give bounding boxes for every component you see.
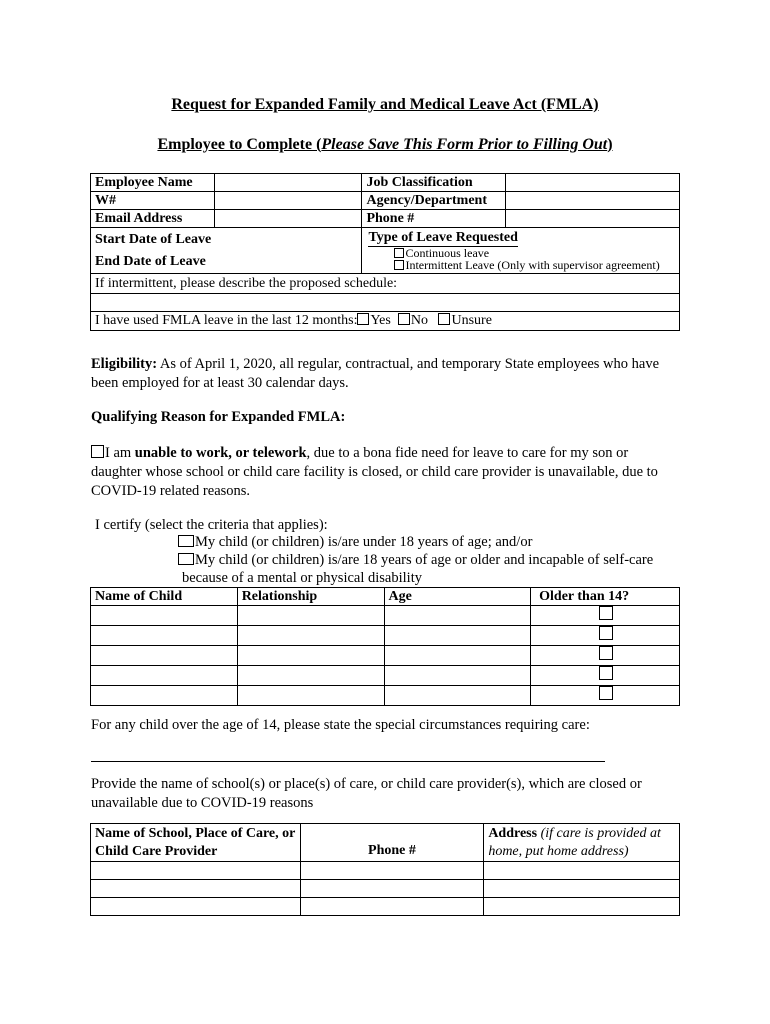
qualifying-text-pre: I am [105, 445, 135, 461]
employee-info-table [90, 173, 680, 331]
intermittent-describe-label: If intermittent, please describe the proposed schedule: [91, 274, 680, 294]
school-name-cell[interactable] [91, 880, 301, 898]
employee-name-field[interactable] [214, 174, 362, 192]
subtitle-suffix: ) [607, 136, 613, 153]
leave-type-cell [362, 228, 680, 274]
table-row [91, 606, 680, 626]
child-older-cell [531, 646, 680, 666]
child-header-older-than-14: Older than 14? [531, 588, 680, 606]
school-header-address-bold: Address [488, 825, 538, 841]
older-than-14-checkbox[interactable] [599, 686, 613, 700]
child-header-age: Age [384, 588, 531, 606]
child-name-cell[interactable] [91, 666, 238, 686]
start-date-label: Start Date of Leave [95, 232, 212, 247]
older-than-14-checkbox[interactable] [599, 606, 613, 620]
child-older-cell [531, 666, 680, 686]
child-relationship-cell[interactable] [237, 646, 384, 666]
criteria-over-18-checkbox[interactable] [178, 553, 194, 565]
child-age-cell[interactable] [384, 626, 531, 646]
eligibility-paragraph [91, 355, 681, 393]
fmla-unsure-checkbox[interactable] [438, 313, 450, 325]
criteria-over-18[interactable] [178, 551, 653, 570]
child-relationship-cell[interactable] [237, 686, 384, 706]
school-header-phone: Phone # [300, 824, 484, 862]
child-name-cell[interactable] [91, 646, 238, 666]
child-table-header [91, 588, 680, 606]
fmla-no-checkbox[interactable] [398, 313, 410, 325]
child-age-cell[interactable] [384, 606, 531, 626]
intermittent-leave-option[interactable] [394, 259, 679, 271]
child-age-cell[interactable] [384, 646, 531, 666]
continuous-leave-checkbox[interactable] [394, 248, 404, 258]
school-address-cell[interactable] [484, 880, 680, 898]
form-subtitle [0, 136, 770, 154]
child-age-cell[interactable] [384, 686, 531, 706]
fmla-used-label: I have used FMLA leave in the last 12 months: [95, 313, 358, 328]
leave-dates-cell [91, 228, 362, 274]
fmla-used-row [91, 312, 680, 331]
subtitle-italic: Please Save This Form Prior to Filling Out [321, 136, 608, 153]
school-address-cell[interactable] [484, 898, 680, 916]
phone-label: Phone # [362, 210, 506, 228]
school-phone-cell[interactable] [300, 898, 484, 916]
child-older-cell [531, 606, 680, 626]
school-header-address [484, 824, 680, 862]
email-label: Email Address [91, 210, 215, 228]
job-classification-field[interactable] [506, 174, 680, 192]
table-row [91, 686, 680, 706]
over-14-label: For any child over the age of 14, please state the special circumstances requiring care: [91, 717, 590, 733]
type-of-leave-label: Type of Leave Requested [368, 230, 518, 245]
school-phone-cell[interactable] [300, 862, 484, 880]
eligibility-text: As of April 1, 2020, all regular, contractual, and temporary State employees who have been employed for at least 30 calendar days. [91, 356, 660, 391]
subtitle-prefix: Employee to Complete ( [157, 136, 322, 153]
eligibility-label: Eligibility: [91, 356, 158, 372]
older-than-14-checkbox[interactable] [599, 646, 613, 660]
fmla-yes-checkbox[interactable] [357, 313, 369, 325]
criteria-over-18-label: My child (or children) is/are 18 years of age or older and incapable of self-care [195, 552, 654, 568]
w-number-label: W# [91, 192, 215, 210]
end-date-label: End Date of Leave [95, 254, 206, 269]
employee-name-label: Employee Name [91, 174, 215, 192]
continuous-leave-label: Continuous leave [405, 246, 490, 260]
table-row [91, 862, 680, 880]
fmla-yes-label: Yes [370, 313, 391, 328]
intermittent-leave-label: Intermittent Leave (Only with supervisor agreement) [405, 258, 660, 272]
agency-department-label: Agency/Department [362, 192, 506, 210]
child-name-cell[interactable] [91, 626, 238, 646]
child-older-cell [531, 626, 680, 646]
intermittent-describe-field[interactable] [91, 294, 680, 312]
w-number-field[interactable] [214, 192, 362, 210]
school-name-cell[interactable] [91, 862, 301, 880]
fmla-unsure-label: Unsure [451, 313, 492, 328]
child-header-name: Name of Child [91, 588, 238, 606]
fmla-no-label: No [410, 313, 428, 328]
form-title: Request for Expanded Family and Medical Leave Act (FMLA) [171, 96, 599, 113]
school-address-cell[interactable] [484, 862, 680, 880]
criteria-over-18-continued: because of a mental or physical disability [182, 570, 422, 586]
child-header-relationship: Relationship [237, 588, 384, 606]
child-age-cell[interactable] [384, 666, 531, 686]
qualifying-text-post: , due to a bona fide need for leave to care for my son or daughter whose school or child care facility is closed, or child care provider is unavailable, due to COVID-19 related reasons. [91, 445, 658, 499]
older-than-14-checkbox[interactable] [599, 626, 613, 640]
table-row [91, 646, 680, 666]
table-row [91, 898, 680, 916]
older-than-14-checkbox[interactable] [599, 666, 613, 680]
qualifying-text-bold: unable to work, or telework [134, 445, 307, 461]
table-row [91, 626, 680, 646]
child-table [90, 587, 680, 706]
table-row [91, 880, 680, 898]
child-name-cell[interactable] [91, 606, 238, 626]
job-classification-label: Job Classification [362, 174, 506, 192]
unable-to-work-checkbox[interactable] [91, 445, 104, 458]
school-header-name: Name of School, Place of Care, or Child Care Provider [91, 824, 301, 862]
criteria-under-18-checkbox[interactable] [178, 535, 194, 547]
table-row [91, 666, 680, 686]
school-phone-cell[interactable] [300, 880, 484, 898]
child-relationship-cell[interactable] [237, 626, 384, 646]
certify-label: I certify (select the criteria that applies): [95, 517, 328, 533]
criteria-under-18[interactable] [178, 533, 532, 552]
email-field[interactable] [214, 210, 362, 228]
qualifying-heading: Qualifying Reason for Expanded FMLA: [91, 409, 346, 425]
criteria-under-18-label: My child (or children) is/are under 18 years of age; and/or [195, 534, 533, 550]
provide-paragraph: Provide the name of school(s) or place(s) of care, or child care provider(s), which are closed or unavailable due to COVID-19 reasons [91, 776, 642, 811]
school-table-header [91, 824, 680, 862]
school-table [90, 823, 680, 916]
phone-field[interactable] [506, 210, 680, 228]
qualifying-paragraph [91, 444, 676, 501]
child-relationship-cell[interactable] [237, 606, 384, 626]
school-header-address-italic: (if care is provided at home, put home address) [488, 825, 661, 859]
school-name-cell[interactable] [91, 898, 301, 916]
child-relationship-cell[interactable] [237, 666, 384, 686]
intermittent-leave-checkbox[interactable] [394, 260, 404, 270]
agency-department-field[interactable] [506, 192, 680, 210]
child-older-cell [531, 686, 680, 706]
over-14-answer-line[interactable] [91, 761, 605, 762]
child-name-cell[interactable] [91, 686, 238, 706]
